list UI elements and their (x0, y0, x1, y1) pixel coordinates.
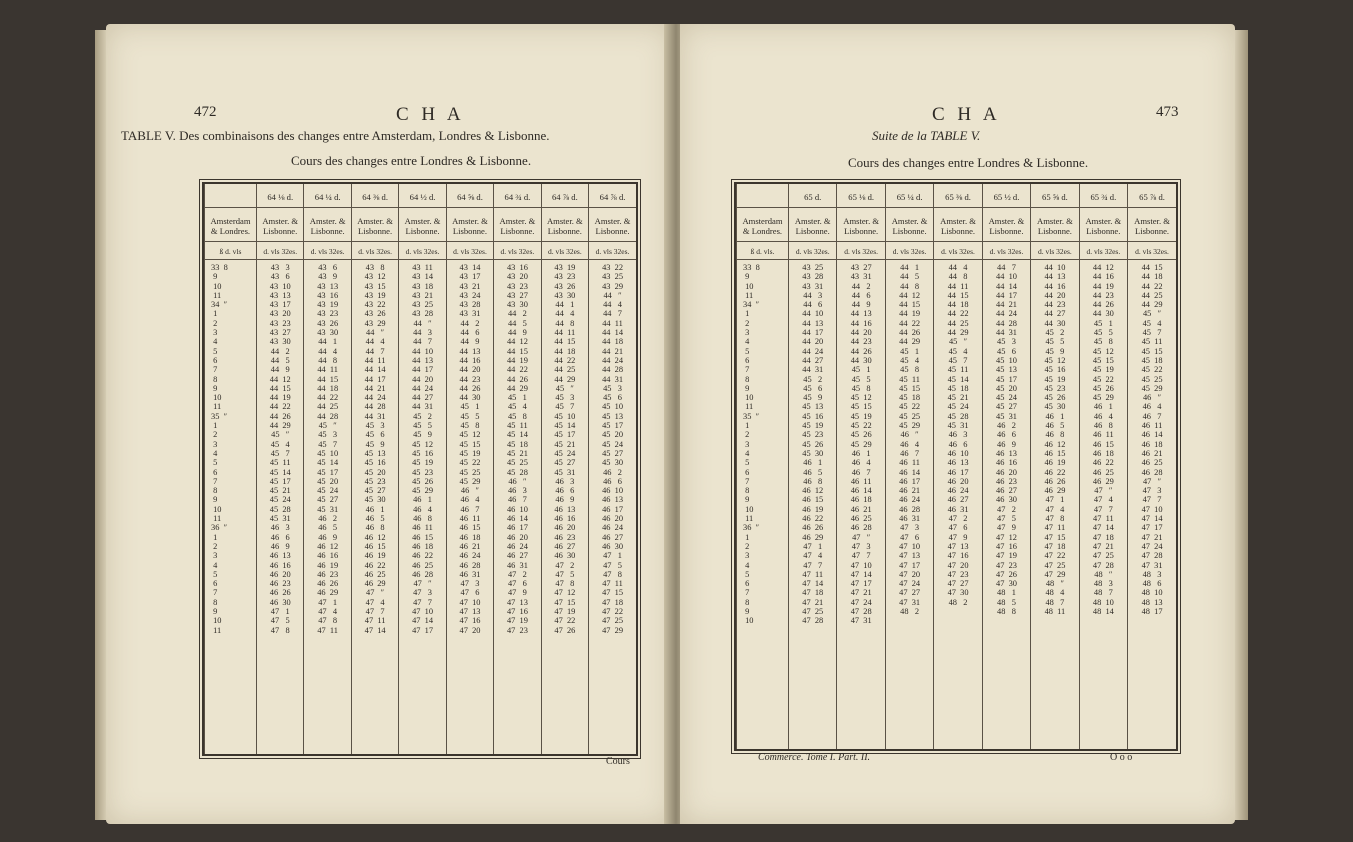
table-title: TABLE V. Des combinaisons des changes entre Amsterdam, Londres & Lisbonne. (121, 128, 550, 143)
units-header-row (205, 242, 637, 260)
units-label: ß d. vls. (737, 242, 789, 260)
units-label: d. vls 32es. (1079, 242, 1127, 260)
column-label: Amster. & Lisbonne. (257, 208, 304, 242)
column-label: Amster. & Lisbonne. (1128, 208, 1176, 242)
rate-header: 65 ⅝ d. (1031, 184, 1079, 208)
date-column: 33 8 9 10 11 34 ″ 1 2 3 4 5 6 7 8 9 10 11 35 ″ 1 2 3 4 5 6 7 8 9 10 11 36 ″ 1 2 3 4 5 6 7 8 9 10 (737, 260, 789, 750)
column-label: Amster. & Lisbonne. (399, 208, 446, 242)
exchange-table-frame (734, 182, 1178, 751)
column-label: Amster. & Lisbonne. (446, 208, 493, 242)
exchange-table-frame (202, 182, 638, 756)
first-column-label: Amsterdam & Londres. (737, 208, 789, 242)
corner-cell (737, 184, 789, 208)
rate-header-row (737, 184, 1177, 208)
left-page (106, 24, 672, 824)
rate-column: 43 25 43 28 43 31 44 3 44 6 44 10 44 13 44 17 44 20 44 24 44 27 44 31 45 2 45 6 45 9 45 13 45 16 45 19 45 23 45 26 45 30 46 1 46 5 46 8 46 12 46 15 46 19 46 22 46 26 46 29 47 1 47 4 47 7 47 11 47 14 47 18 47 21 47 25 47 28 (789, 260, 837, 750)
rate-column: 43 27 43 31 44 2 44 6 44 9 44 13 44 16 44 20 44 23 44 26 44 30 45 1 45 5 45 8 45 12 45 15 45 19 45 22 45 26 45 29 46 1 46 4 46 7 46 11 46 14 46 18 46 21 46 25 46 28 47 ″ 47 3 47 7 47 10 47 14 47 17 47 21 47 24 47 28 47 31 (837, 260, 885, 750)
column-label: Amster. & Lisbonne. (934, 208, 982, 242)
table-body-row (737, 260, 1177, 750)
page-number: 473 (1156, 104, 1179, 120)
exchange-table (736, 184, 1176, 749)
rate-column: 43 8 43 12 43 15 43 19 43 22 43 26 43 29 44 ″ 44 4 44 7 44 11 44 14 44 17 44 21 44 24 44 28 44 31 45 3 45 6 45 9 45 13 45 16 45 20 45 23 45 27 45 30 46 1 46 5 46 8 46 12 46 15 46 19 46 22 46 25 46 29 47 ″ 47 4 47 7 47 11 47 14 (351, 260, 398, 755)
column-label: Amster. & Lisbonne. (541, 208, 588, 242)
label-header-row (737, 208, 1177, 242)
rate-header: 65 ¼ d. (885, 184, 933, 208)
units-label: d. vls 32es. (982, 242, 1030, 260)
rate-header: 64 ⅜ d. (351, 184, 398, 208)
column-label: Amster. & Lisbonne. (351, 208, 398, 242)
rate-header: 65 ¾ d. (1079, 184, 1127, 208)
right-page (680, 24, 1235, 824)
units-label: d. vls 32es. (257, 242, 304, 260)
table-subtitle: Cours des changes entre Londres & Lisbonne. (291, 153, 532, 168)
units-label: d. vls 32es. (399, 242, 446, 260)
column-label: Amster. & Lisbonne. (589, 208, 636, 242)
units-label: d. vls 32es. (885, 242, 933, 260)
rate-column: 44 15 44 18 44 22 44 25 44 29 45 ″ 45 4 45 7 45 11 45 15 45 18 45 22 45 25 45 29 46 ″ 46 4 46 7 46 11 46 14 46 18 46 21 46 25 46 28 47 ″ 47 3 47 7 47 10 47 14 47 17 47 21 47 24 47 28 47 31 48 3 48 6 48 10 48 13 48 17 (1128, 260, 1176, 750)
footer-mark: O o o (1110, 752, 1133, 763)
rate-column: 43 3 43 6 43 10 43 13 43 17 43 20 43 23 43 27 43 30 44 2 44 5 44 9 44 12 44 15 44 19 44 22 44 26 44 29 45 ″ 45 4 45 7 45 11 45 14 45 17 45 21 45 24 45 28 45 31 46 3 46 6 46 9 46 13 46 16 46 20 46 23 46 26 46 30 47 1 47 5 47 8 (257, 260, 304, 755)
rate-column: 43 19 43 23 43 26 43 30 44 1 44 4 44 8 44 11 44 15 44 18 44 22 44 25 44 29 45 ″ 45 3 45 7 45 10 45 14 45 17 45 21 45 24 45 27 45 31 46 3 46 6 46 9 46 13 46 16 46 20 46 23 46 27 46 30 47 2 47 5 47 8 47 12 47 15 47 19 47 22 47 26 (541, 260, 588, 755)
catchword: Cours (606, 756, 630, 767)
label-header-row (205, 208, 637, 242)
rate-column: 43 6 43 9 43 13 43 16 43 19 43 23 43 26 43 30 44 1 44 4 44 8 44 11 44 15 44 18 44 22 44 25 44 28 45 ″ 45 3 45 7 45 10 45 14 45 17 45 20 45 24 45 27 45 31 46 2 46 5 46 9 46 12 46 16 46 19 46 23 46 26 46 29 47 1 47 4 47 8 47 11 (304, 260, 351, 755)
rate-header-row (205, 184, 637, 208)
rate-header: 64 ½ d. (399, 184, 446, 208)
units-label: d. vls 32es. (541, 242, 588, 260)
page-number: 472 (194, 104, 217, 120)
units-label: d. vls 32es. (1031, 242, 1079, 260)
column-label: Amster. & Lisbonne. (885, 208, 933, 242)
running-head: C H A (396, 104, 465, 125)
rate-header: 64 ⅞ d. (541, 184, 588, 208)
column-label: Amster. & Lisbonne. (982, 208, 1030, 242)
running-head: C H A (932, 104, 1001, 125)
column-label: Amster. & Lisbonne. (1031, 208, 1079, 242)
units-label: d. vls 32es. (934, 242, 982, 260)
first-column-label: Amsterdam & Londres. (205, 208, 257, 242)
column-label: Amster. & Lisbonne. (494, 208, 541, 242)
rate-column: 44 4 44 8 44 11 44 15 44 18 44 22 44 25 44 29 45 ″ 45 4 45 7 45 11 45 14 45 18 45 21 45 24 45 28 45 31 46 3 46 6 46 10 46 13 46 17 46 20 46 24 46 27 46 31 47 2 47 6 47 9 47 13 47 16 47 20 47 23 47 27 47 30 48 2 (934, 260, 982, 750)
rate-column: 43 14 43 17 43 21 43 24 43 28 43 31 44 2 44 6 44 9 44 13 44 16 44 20 44 23 44 26 44 30 45 1 45 5 45 8 45 12 45 15 45 19 45 22 45 25 45 29 46 ″ 46 4 46 7 46 11 46 15 46 18 46 21 46 24 46 28 46 31 47 3 47 6 47 10 47 13 47 16 47 20 (446, 260, 493, 755)
units-label: d. vls 32es. (789, 242, 837, 260)
rate-header: 65 ⅞ d. (1128, 184, 1176, 208)
rate-header: 65 ⅛ d. (837, 184, 885, 208)
rate-header: 64 ¼ d. (304, 184, 351, 208)
column-label: Amster. & Lisbonne. (789, 208, 837, 242)
exchange-table (204, 184, 636, 754)
units-label: d. vls 32es. (837, 242, 885, 260)
rate-column: 44 10 44 13 44 16 44 20 44 23 44 27 44 30 45 2 45 5 45 9 45 12 45 16 45 19 45 23 45 26 45 30 46 1 46 5 46 8 46 12 46 15 46 19 46 22 46 26 46 29 47 1 47 4 47 8 47 11 47 15 47 18 47 22 47 25 47 29 48 ″ 48 4 48 7 48 11 (1031, 260, 1079, 750)
rate-column: 44 12 44 16 44 19 44 23 44 26 44 30 45 1 45 5 45 8 45 12 45 15 45 19 45 22 45 26 45 29 46 1 46 4 46 8 46 11 46 15 46 18 46 22 46 25 46 29 47 ″ 47 4 47 7 47 11 47 14 47 18 47 21 47 25 47 28 48 ″ 48 3 48 7 48 10 48 14 (1079, 260, 1127, 750)
rate-header: 64 ⅛ d. (257, 184, 304, 208)
column-label: Amster. & Lisbonne. (304, 208, 351, 242)
corner-cell (205, 184, 257, 208)
footer-signature: Commerce. Tome I. Part. II. (758, 752, 871, 763)
table-subtitle: Cours des changes entre Londres & Lisbonne. (848, 155, 1089, 170)
units-label: d. vls 32es. (304, 242, 351, 260)
rate-column: 44 1 44 5 44 8 44 12 44 15 44 19 44 22 44 26 44 29 45 1 45 4 45 8 45 11 45 15 45 18 45 22 45 25 45 29 46 ″ 46 4 46 7 46 11 46 14 46 17 46 21 46 24 46 28 46 31 47 3 47 6 47 10 47 13 47 17 47 20 47 24 47 27 47 31 48 2 (885, 260, 933, 750)
units-label: ß d. vls (205, 242, 257, 260)
rate-column: 43 16 43 20 43 23 43 27 43 30 44 2 44 5 44 9 44 12 44 15 44 19 44 22 44 26 44 29 45 1 45 4 45 8 45 11 45 14 45 18 45 21 45 25 45 28 46 ″ 46 3 46 7 46 10 46 14 46 17 46 20 46 24 46 27 46 31 47 2 47 6 47 9 47 13 47 16 47 19 47 23 (494, 260, 541, 755)
units-label: d. vls 32es. (589, 242, 636, 260)
rate-header: 65 ½ d. (982, 184, 1030, 208)
column-label: Amster. & Lisbonne. (837, 208, 885, 242)
units-label: d. vls 32es. (1128, 242, 1176, 260)
rate-column: 43 22 43 25 43 29 44 ″ 44 4 44 7 44 11 44 14 44 18 44 21 44 24 44 28 44 31 45 3 45 6 45 10 45 13 45 17 45 20 45 24 45 27 45 30 46 2 46 6 46 10 46 13 46 17 46 20 46 24 46 27 46 30 47 1 47 5 47 8 47 11 47 15 47 18 47 22 47 25 47 29 (589, 260, 636, 755)
column-label: Amster. & Lisbonne. (1079, 208, 1127, 242)
rate-column: 43 11 43 14 43 18 43 21 43 25 43 28 44 ″ 44 3 44 7 44 10 44 13 44 17 44 20 44 24 44 27 44 31 45 2 45 5 45 9 45 12 45 16 45 19 45 23 45 26 45 29 46 1 46 4 46 8 46 11 46 15 46 18 46 22 46 25 46 28 47 ″ 47 3 47 7 47 10 47 14 47 17 (399, 260, 446, 755)
units-label: d. vls 32es. (446, 242, 493, 260)
rate-header: 64 ⅝ d. (446, 184, 493, 208)
units-header-row (737, 242, 1177, 260)
rate-column: 44 7 44 10 44 14 44 17 44 21 44 24 44 28 44 31 45 3 45 6 45 10 45 13 45 17 45 20 45 24 45 27 45 31 46 2 46 6 46 9 46 13 46 16 46 20 46 23 46 27 46 30 47 2 47 5 47 9 47 12 47 16 47 19 47 23 47 26 47 30 48 1 48 5 48 8 (982, 260, 1030, 750)
rate-header: 64 ⅞ d. (589, 184, 636, 208)
table-title: Suite de la TABLE V. (872, 128, 981, 143)
table-body-row (205, 260, 637, 755)
rate-header: 64 ¾ d. (494, 184, 541, 208)
units-label: d. vls 32es. (494, 242, 541, 260)
rate-header: 65 d. (789, 184, 837, 208)
rate-header: 65 ⅜ d. (934, 184, 982, 208)
date-column: 33 8 9 10 11 34 ″ 1 2 3 4 5 6 7 8 9 10 11 35 ″ 1 2 3 4 5 6 7 8 9 10 11 36 ″ 1 2 3 4 5 6 7 8 9 10 11 (205, 260, 257, 755)
units-label: d. vls 32es. (351, 242, 398, 260)
right-page-edges (1234, 30, 1248, 820)
